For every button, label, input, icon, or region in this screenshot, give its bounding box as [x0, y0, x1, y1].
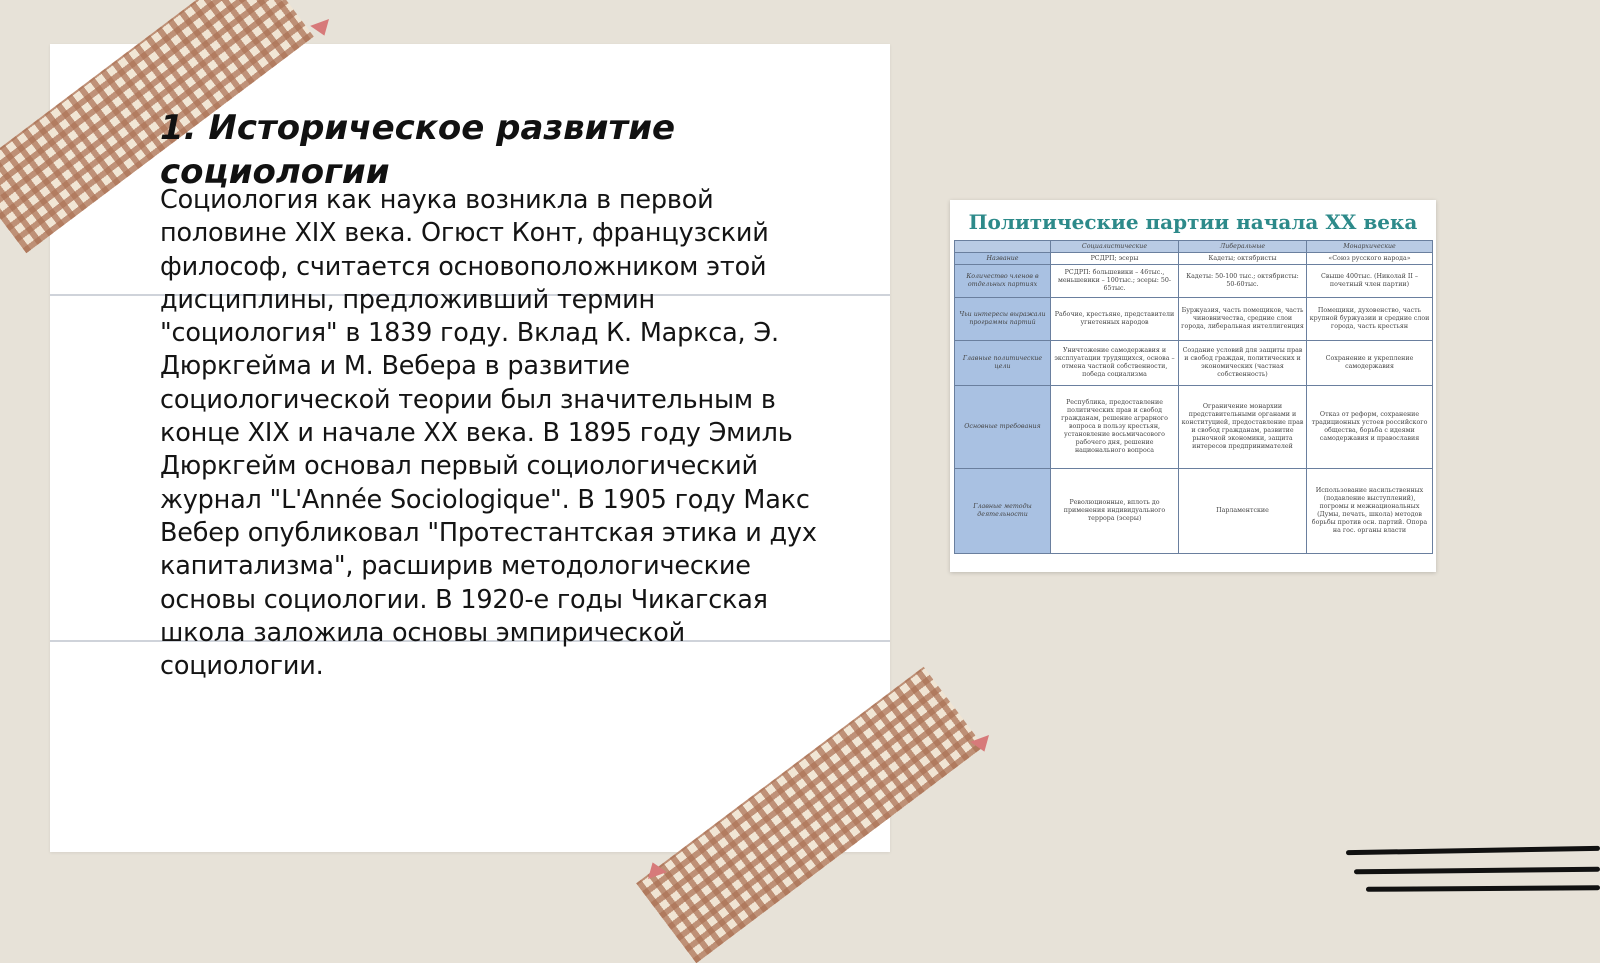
row-label: Название: [955, 253, 1051, 265]
table-cell: Сохранение и укрепление самодержавия: [1307, 341, 1433, 386]
table-header-cell: Либеральные: [1179, 241, 1307, 253]
row-label: Количество членов в отдельных партиях: [955, 265, 1051, 298]
table-cell: Отказ от реформ, сохранение традиционных устоев российского общества, борьба с идеями самодержавия и православия: [1307, 386, 1433, 469]
table-row: [955, 298, 1433, 341]
table-cell: Кадеты: 50-100 тыс.; октябристы: 50-60тыс.: [1179, 265, 1307, 298]
table-header-cell: [955, 241, 1051, 253]
table-cell: Буржуазия, часть помещиков, часть чиновничества, средние слои города, либеральная интеллигенция: [1179, 298, 1307, 341]
table-cell: РСДРП: большевики – 46тыс., меньшевики – 100тыс.; эсеры: 50-65тыс.: [1051, 265, 1179, 298]
table-row: [955, 386, 1433, 469]
table-cell: Свыше 400тыс. (Николай II – почетный член партии): [1307, 265, 1433, 298]
row-label: Главные методы деятельности: [955, 469, 1051, 554]
table-cell: Ограничение монархии представительными органами и конституцией, предоставление прав и свобод гражданам, развитие рыночной экономики, защита интересов предпринимателей: [1179, 386, 1307, 469]
table-cell: Парламентские: [1179, 469, 1307, 554]
table-cell: Республика, предоставление политических прав и свобод гражданам, решение аграрного вопроса в пользу крестьян, установление восьмичасового рабочего дня, решение национального вопроса: [1051, 386, 1179, 469]
table-row: [955, 341, 1433, 386]
table-row: [955, 469, 1433, 554]
row-label: Главные политические цели: [955, 341, 1051, 386]
parties-table: [954, 240, 1433, 554]
table-cell: Уничтожение самодержавия и эксплуатации трудящихся, основа – отмена частной собственности, победа социализма: [1051, 341, 1179, 386]
row-label: Чьи интересы выражали программы партий: [955, 298, 1051, 341]
table-cell: «Союз русского народа»: [1307, 253, 1433, 265]
table-title: Политические партии начала XX века: [968, 210, 1418, 234]
table-cell: РСДРП; эсеры: [1051, 253, 1179, 265]
table-cell: Создание условий для защиты прав и свобод граждан, политических и экономических (частная собственность): [1179, 341, 1307, 386]
table-header-row: [955, 241, 1433, 253]
political-parties-table-image: [950, 200, 1436, 572]
table-cell: Революционные, вплоть до применения индивидуального террора (эсеры): [1051, 469, 1179, 554]
row-label: Основные требования: [955, 386, 1051, 469]
brush-strokes-decoration: [1346, 846, 1600, 900]
tape-pin-top: [310, 19, 334, 39]
table-cell: Использование насильственных (подавление выступлений), погромы и межнациональных (Думы, печать, школа) методов борьбы против осн. партий. Опора на гос. органы власти: [1307, 469, 1433, 554]
table-row: [955, 265, 1433, 298]
table-header-cell: Социалистические: [1051, 241, 1179, 253]
table-row: [955, 253, 1433, 265]
table-header-cell: Монархические: [1307, 241, 1433, 253]
table-cell: Кадеты; октябристы: [1179, 253, 1307, 265]
table-cell: Помещики, духовенство, часть крупной буржуазии и средние слои города, часть крестьян: [1307, 298, 1433, 341]
slide-title: 1. Историческое развитие социологии: [160, 108, 676, 192]
table-cell: Рабочие, крестьяне, представители угнетенных народов: [1051, 298, 1179, 341]
slide-body-text: Социология как наука возникла в первой половине XIX века. Огюст Конт, французский философ, считается основоположником этой дисциплины, предложивший термин "социология" в 1839 году. Вклад К. Маркса, Э. Дюркгейма и М. Вебера в развитие социологической теории был значительным в конце XIX и начале XX века. В 1895 году Эмиль Дюркгейм основал первый социологический журнал "L'Année Sociologique". В 1905 году Макс Вебер опубликовал "Протестантская этика и дух капитализма", расширив методологические основы социологии. В 1920-е годы Чикагская школа заложила основы эмпирической социологии.: [160, 185, 817, 682]
